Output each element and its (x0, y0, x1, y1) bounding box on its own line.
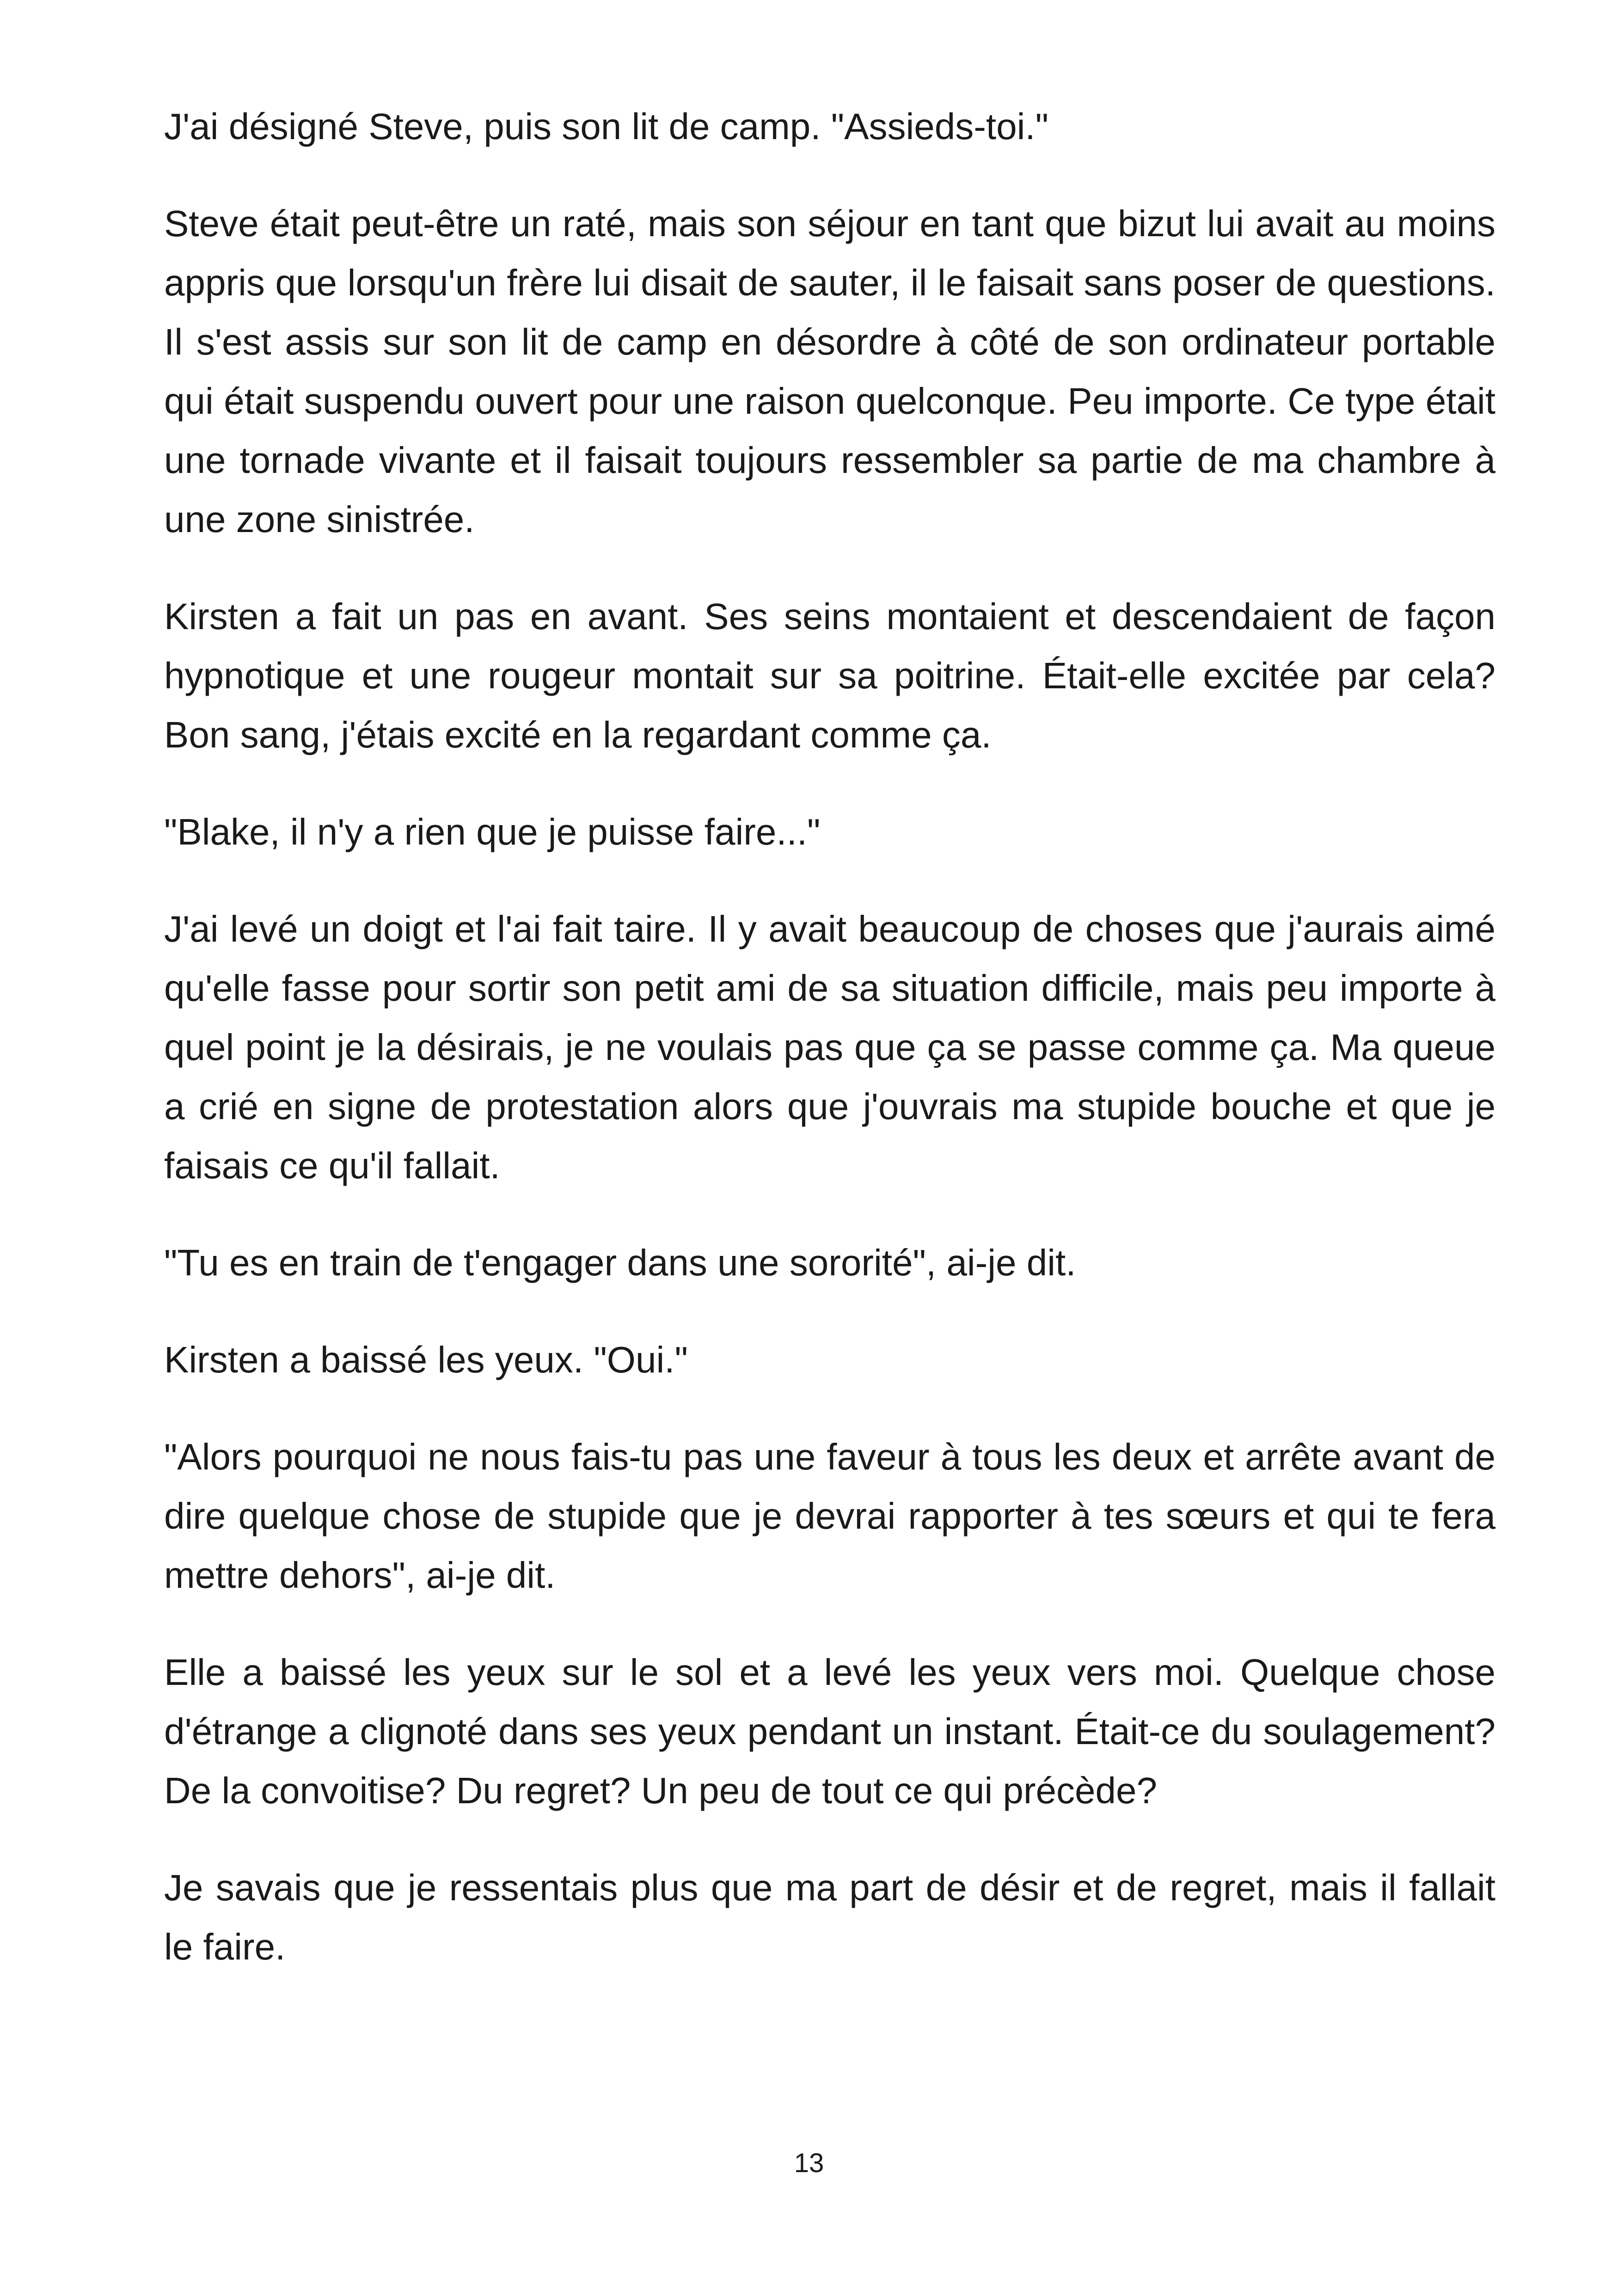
paragraph-7: Kirsten a baissé les yeux. "Oui." (164, 1339, 688, 1380)
body-text (164, 97, 1495, 2014)
page-number: 13 (794, 2148, 824, 2178)
paragraph-8: "Alors pourquoi ne nous fais-tu pas une faveur à tous les deux et arrête avant de dire quelque chose de stupide que je devrai rapporter à tes sœurs et qui te fera mettre dehors", ai-je dit. (164, 1436, 1495, 1596)
paragraph-3: Kirsten a fait un pas en avant. Ses seins montaient et descendaient de façon hypnotique et une rougeur montait sur sa poitrine. Était-elle excitée par cela? Bon sang, j'étais excité en la regardant comme ça. (164, 596, 1495, 755)
paragraph-9: Elle a baissé les yeux sur le sol et a levé les yeux vers moi. Quelque chose d'étrange a clignoté dans ses yeux pendant un instant. Était-ce du soulagement? De la convoitise? Du regret? Un peu de tout ce qui précède? (164, 1652, 1495, 1811)
paragraph-1: J'ai désigné Steve, puis son lit de camp. "Assieds-toi." (164, 106, 1049, 147)
paragraph-2: Steve était peut-être un raté, mais son séjour en tant que bizut lui avait au moins appris que lorsqu'un frère lui disait de sauter, il le faisait sans poser de questions. Il s'est assis sur son lit de camp en désordre à côté de son ordinateur portable qui était suspendu ouvert pour une raison quelconque. Peu importe. Ce type était une tornade vivante et il faisait toujours ressembler sa partie de ma chambre à une zone sinistrée. (164, 203, 1495, 540)
paragraph-6: "Tu es en train de t'engager dans une sororité", ai-je dit. (164, 1242, 1076, 1283)
paragraph-5: J'ai levé un doigt et l'ai fait taire. Il y avait beaucoup de choses que j'aurais aimé qu'elle fasse pour sortir son petit ami de sa situation difficile, mais peu importe à quel point je la désirais, je ne voulais pas que ça se passe comme ça. Ma queue a crié en signe de protestation alors que j'ouvrais ma stupide bouche et que je faisais ce qu'il fallait. (164, 908, 1495, 1186)
paragraph-10: Je savais que je ressentais plus que ma part de désir et de regret, mais il fallait le faire. (164, 1867, 1495, 1967)
paragraph-4: "Blake, il n'y a rien que je puisse faire..." (164, 811, 821, 852)
